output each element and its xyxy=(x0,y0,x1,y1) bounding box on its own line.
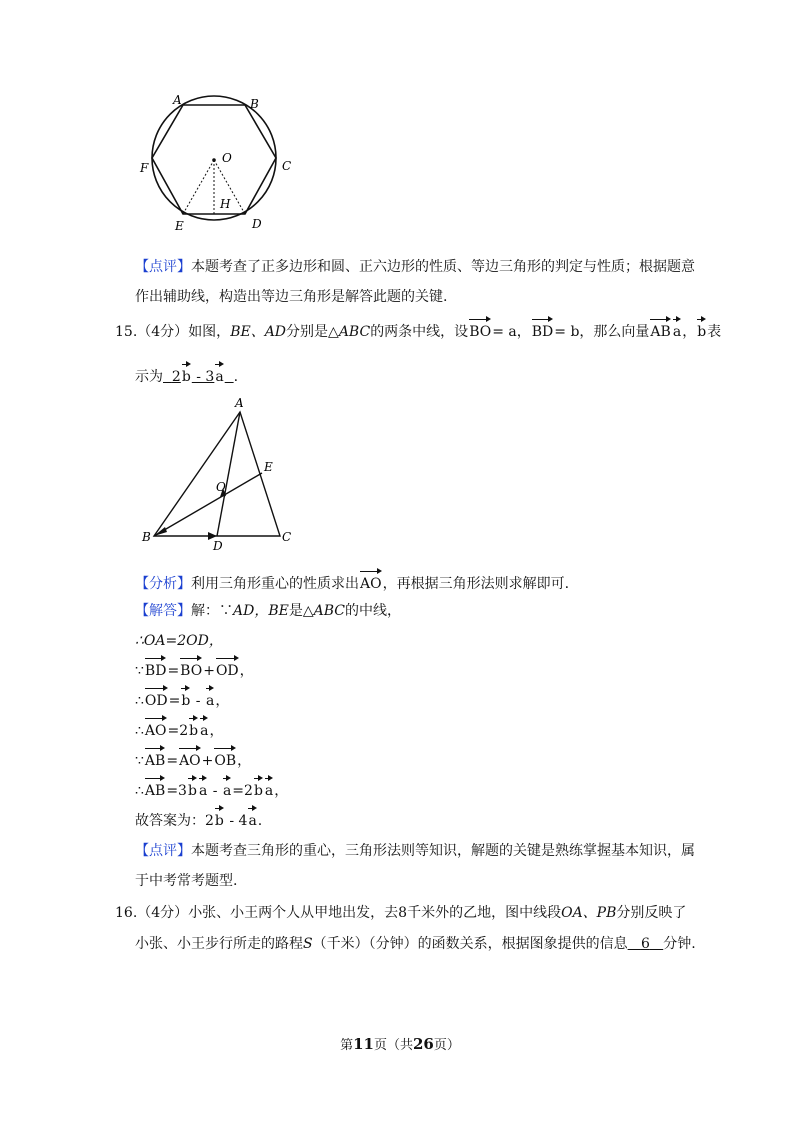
page-footer: 第11页（共26页） xyxy=(340,1035,460,1053)
solution-step2: ∵BD=BO+OD， xyxy=(135,663,254,679)
question15-line1: 15.（4分）如图，BE、AD分别是△ABC的两条中线，设BO= a，BD= b，那么向量AB a，b表 xyxy=(115,324,722,340)
comment15-line1: 【点评】本题考查三角形的重心，三角形法则等知识，解题的关键是熟练掌握基本知识，属 xyxy=(135,843,695,859)
solution-step4: ∴AO=2b a， xyxy=(135,723,224,739)
solution-step1: ∴OA=2OD， xyxy=(135,633,223,649)
label-H: H xyxy=(220,197,231,211)
solution-line: 【解答】解：∵AD，BE是△ABC的中线， xyxy=(135,603,401,619)
label-O: O xyxy=(222,151,232,165)
label-C: C xyxy=(282,530,292,544)
comment15-line2: 于中考常考题型. xyxy=(135,873,238,889)
vector-bd: BD xyxy=(531,324,554,340)
vector-ab: AB xyxy=(650,324,671,340)
label-E: E xyxy=(175,219,184,233)
vector-bo: BO xyxy=(469,324,492,340)
comment-tag: 【点评】 xyxy=(135,259,191,275)
answer-blank: 2b - 3a xyxy=(171,369,224,385)
analysis-line: 【分析】利用三角形重心的性质求出AO，再根据三角形法则求解即可. xyxy=(135,576,570,592)
solution-step3: ∴OD=b - a， xyxy=(135,693,230,709)
question16-line2: 小张、小王步行所走的路程S（千米）（分钟）的函数关系，根据图象提供的信息 6 分钟. xyxy=(135,936,696,952)
label-B: B xyxy=(142,530,151,544)
label-B: B xyxy=(250,97,259,111)
comment14-line2: 作出辅助线，构造出等边三角形是解答此题的关键. xyxy=(135,289,448,305)
label-O: O xyxy=(216,480,226,494)
solution-step6: ∴AB=3b a - a=2b a， xyxy=(135,783,289,799)
question15-line2: 示为 2b - 3a . xyxy=(135,369,239,385)
label-F: F xyxy=(140,161,149,175)
label-E: E xyxy=(264,460,273,474)
label-D: D xyxy=(213,539,223,553)
page-number: 11 xyxy=(353,1035,374,1053)
hexagon-circle-figure xyxy=(130,88,300,238)
solution-answer: 故答案为：2b - 4a. xyxy=(135,813,263,829)
answer-blank: 6 xyxy=(640,936,650,952)
page-total: 26 xyxy=(413,1035,434,1053)
triangle-figure xyxy=(138,395,298,555)
comment14-line1: 【点评】本题考查了正多边形和圆、正六边形的性质、等边三角形的判定与性质；根据题意 xyxy=(135,259,695,275)
label-D: D xyxy=(252,217,262,231)
label-C: C xyxy=(282,159,292,173)
label-A: A xyxy=(235,396,244,410)
question16-line1: 16.（4分）小张、小王两个人从甲地出发，去8千米外的乙地，图中线段OA、PB分别反映了 xyxy=(115,905,687,921)
solution-step5: ∵AB=AO+OB， xyxy=(135,753,252,769)
label-A: A xyxy=(173,93,182,107)
